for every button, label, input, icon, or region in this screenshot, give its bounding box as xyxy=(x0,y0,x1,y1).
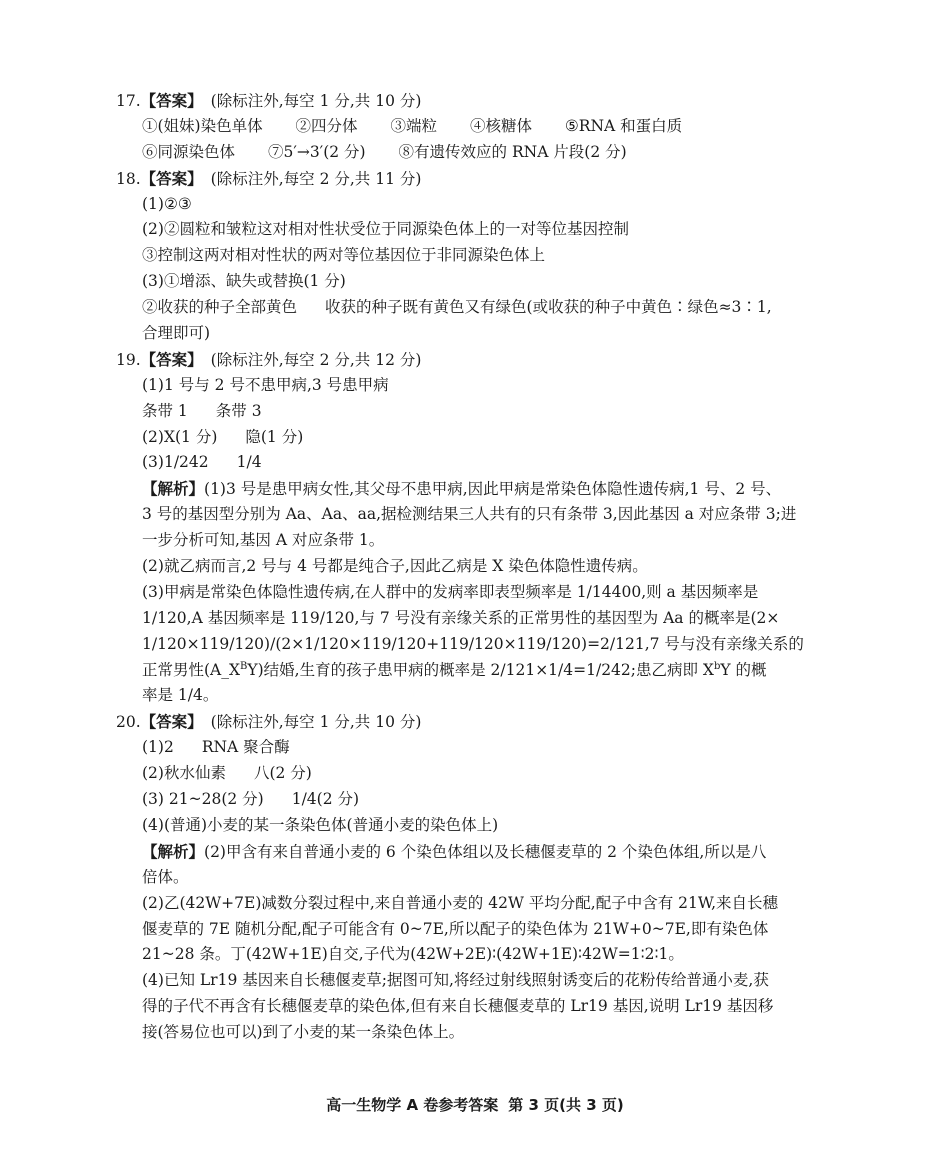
q17-blank-2: ②四分体 xyxy=(295,116,358,135)
q20-analysis-4: 偃麦草的 7E 随机分配,配子可能含有 0~7E,所以配子的染色体为 21W+0~7E,即有染色体 xyxy=(142,919,769,938)
q18-answer-label: 【答案】 xyxy=(140,168,203,188)
q18-line-6: 合理即可) xyxy=(142,324,211,343)
q18-line-4: (3)①增添、缺失或替换(1 分) xyxy=(142,272,346,291)
q19-analysis-1 xyxy=(116,476,838,502)
q20-analysis-2: 倍体。 xyxy=(142,867,189,886)
q20-analysis-3: (2)乙(42W+7E)减数分裂过程中,来自普通小麦的 42W 平均分配,配子中含有 21W,来自长穗 xyxy=(142,893,779,912)
q19-answer-3a: (2)X(1 分) xyxy=(142,427,218,446)
q20-answer-2 xyxy=(116,761,838,787)
q20-answer-3a: (3) 21~28(2 分) xyxy=(142,790,264,809)
q20-answer-2b: 八(2 分) xyxy=(253,764,312,783)
q20-analysis-5: 21~28 条。丁(42W+1E)自交,子代为(42W+2E)∶(42W+1E)∶42W=1∶2∶1。 xyxy=(142,945,684,964)
q18-score-note: (除标注外,每空 2 分,共 11 分) xyxy=(210,169,422,188)
q20-answer-4: (4)(普通)小麦的某一条染色体(普通小麦的染色体上) xyxy=(142,815,499,834)
q20-analysis-label: 【解析】 xyxy=(142,841,205,861)
q20-answer-1 xyxy=(116,735,838,761)
q20-answer-3 xyxy=(116,787,838,813)
q20-answer-1a: (1)2 xyxy=(142,738,174,757)
q20-answer-2a: (2)秋水仙素 xyxy=(142,764,226,783)
q20-number: 20. xyxy=(116,713,141,732)
q19-analysis-2: 3 号的基因型分别为 Aa、Aa、aa,据检测结果三人共有的只有条带 3,因此基因 a 对应条带 3;进 xyxy=(142,505,797,524)
q17-score-note: (除标注外,每空 1 分,共 10 分) xyxy=(210,92,422,110)
q19-number: 19. xyxy=(116,350,141,369)
q19-score-note: (除标注外,每空 2 分,共 12 分) xyxy=(210,350,422,369)
q20-answer-label: 【答案】 xyxy=(140,712,203,732)
q20-score-note: (除标注外,每空 1 分,共 10 分) xyxy=(210,713,422,732)
q19-answer-3 xyxy=(116,425,838,451)
q18-line-5 xyxy=(116,295,838,321)
q17-blank-7: ⑦5′→3′(2 分) xyxy=(267,142,366,161)
q19-sup-B: B xyxy=(240,660,248,672)
q19-analysis-3: 一步分析可知,基因 A 对应条带 1。 xyxy=(142,531,385,550)
footer-page-number: 第 3 页(共 3 页) xyxy=(508,1096,624,1114)
q20-analysis-6: (4)已知 Lr19 基因来自长穗偃麦草;据图可知,将经过射线照射诱变后的花粉传给普通小麦,获 xyxy=(142,971,769,990)
q17-row-1 xyxy=(116,114,838,140)
q18-header xyxy=(116,166,838,192)
q17-blank-3: ③端粒 xyxy=(390,116,438,135)
answer-content xyxy=(116,88,838,1046)
q19-answer-4a: (3)1/242 xyxy=(142,453,209,472)
q20-analysis-7: 得的子代不再含有长穗偃麦草的染色体,但有来自长穗偃麦草的 Lr19 基因,说明 Lr19 基因移 xyxy=(142,997,774,1016)
footer-title: 高一生物学 A 卷参考答案 xyxy=(326,1096,499,1114)
q19-sup-b: b xyxy=(713,660,721,672)
page-footer xyxy=(0,1094,950,1115)
q19-analysis-7: 1/120×119/120)/(2×1/120×119/120+119/120×119/120)=2/121,7 号与没有亲缘关系的 xyxy=(142,634,804,653)
q17-answer-label: 【答案】 xyxy=(140,91,203,110)
q19-analysis-9: 率是 1/4。 xyxy=(142,686,219,705)
q19-answer-2a: 条带 1 xyxy=(142,401,188,420)
q17-blank-5: ⑤RNA 和蛋白质 xyxy=(564,116,683,135)
q19-analysis-text-1: (1)3 号是患甲病女性,其父母不患甲病,因此甲病是常染色体隐性遗传病,1 号、2 号、 xyxy=(204,480,782,499)
q19-analysis-4: (2)就乙病而言,2 号与 4 号都是纯合子,因此乙病是 X 染色体隐性遗传病。 xyxy=(142,557,648,576)
q17-number: 17. xyxy=(116,92,141,110)
q20-header xyxy=(116,709,838,735)
q19-answer-label: 【答案】 xyxy=(140,349,203,369)
q19-analysis-8-mid: Y)结婚,生育的孩子患甲病的概率是 2/121×1/4=1/242;患乙病即 X xyxy=(247,660,714,679)
q19-analysis-label: 【解析】 xyxy=(142,479,205,499)
q18-line-2: (2)②圆粒和皱粒这对相对性状受位于同源染色体上的一对等位基因控制 xyxy=(142,220,629,239)
q18-line-1: (1)②③ xyxy=(142,194,192,213)
q19-answer-1: (1)1 号与 2 号不患甲病,3 号患甲病 xyxy=(142,375,389,394)
q19-answer-2 xyxy=(116,399,838,425)
q18-line-3: ③控制这两对相对性状的两对等位基因位于非同源染色体上 xyxy=(142,246,546,265)
q17-blank-8: ⑧有遗传效应的 RNA 片段(2 分) xyxy=(398,142,627,161)
q19-analysis-8-pre: 正常男性(A_X xyxy=(142,660,241,679)
q17-row-2 xyxy=(116,140,838,166)
q19-answer-4b: 1/4 xyxy=(236,453,262,472)
q20-analysis-1 xyxy=(116,839,838,865)
q20-answer-3b: 1/4(2 分) xyxy=(291,790,360,809)
q20-answer-1b: RNA 聚合酶 xyxy=(201,738,290,757)
q19-answer-3b: 隐(1 分) xyxy=(245,427,304,446)
q18-line-5a: ②收获的种子全部黄色 xyxy=(142,298,298,317)
q20-analysis-text-1: (2)甲含有来自普通小麦的 6 个染色体组以及长穗偃麦草的 2 个染色体组,所以是八 xyxy=(204,842,767,861)
q19-analysis-8-post: Y 的概 xyxy=(720,660,767,679)
q18-line-5b: 收获的种子既有黄色又有绿色(或收获的种子中黄色∶绿色≈3∶1, xyxy=(325,298,772,317)
q17-header xyxy=(116,88,838,114)
q19-answer-2b: 条带 3 xyxy=(215,401,262,420)
q17-blank-1: ①(姐妹)染色单体 xyxy=(142,116,263,135)
q19-analysis-5: (3)甲病是常染色体隐性遗传病,在人群中的发病率即表型频率是 1/14400,则 a 基因频率是 xyxy=(142,582,759,601)
q20-analysis-8: 接(答易位也可以)到了小麦的某一条染色体上。 xyxy=(142,1023,465,1042)
q19-analysis-6: 1/120,A 基因频率是 119/120,与 7 号没有亲缘关系的正常男性的基因型为 Aa 的概率是(2× xyxy=(142,608,780,627)
q17-blank-6: ⑥同源染色体 xyxy=(142,142,236,161)
q19-analysis-8 xyxy=(116,658,838,684)
q17-blank-4: ④核糖体 xyxy=(469,116,532,135)
q18-number: 18. xyxy=(116,169,141,188)
q19-header xyxy=(116,347,838,373)
q19-answer-4 xyxy=(116,450,838,476)
